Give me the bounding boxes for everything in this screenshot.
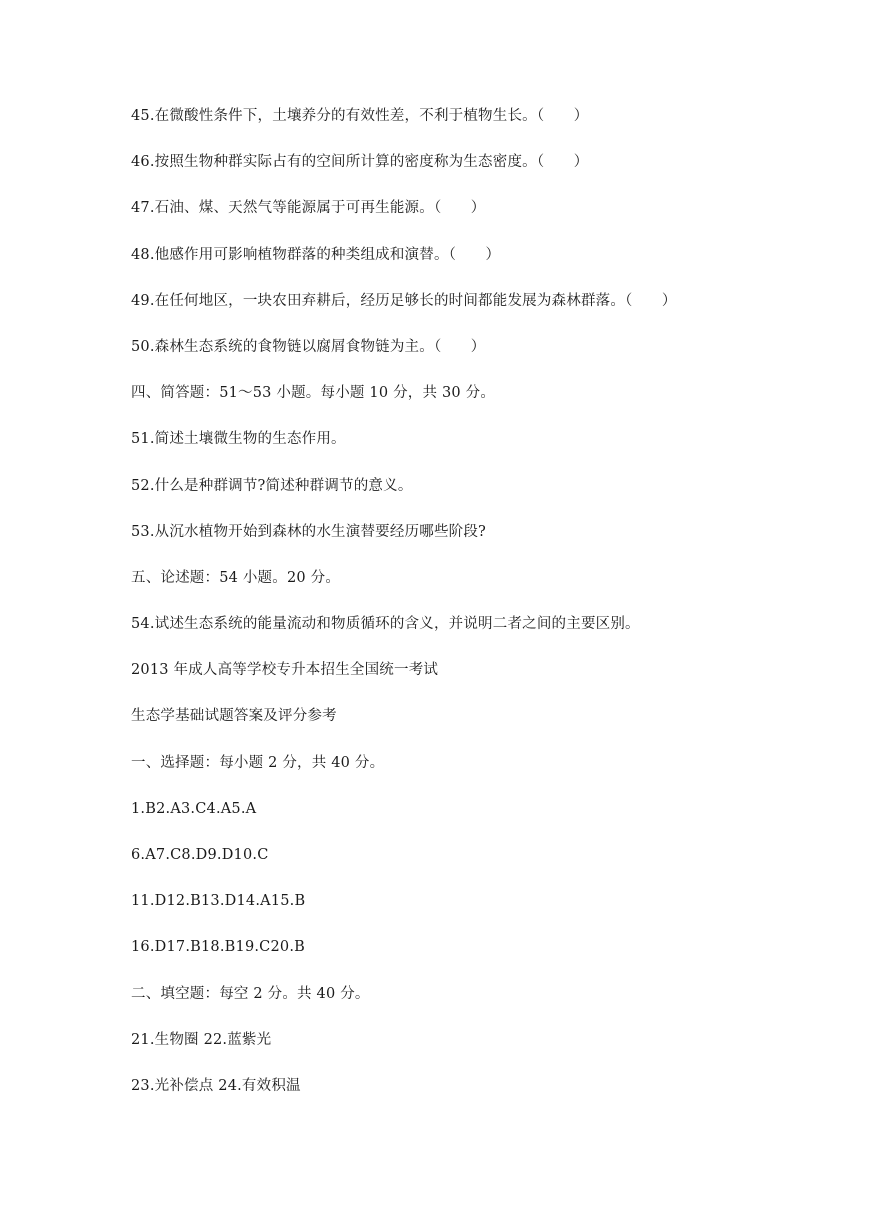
question-53: 53.从沉水植物开始到森林的水生演替要经历哪些阶段? <box>131 523 487 540</box>
section-heading-essay: 五、论述题：54 小题。20 分。 <box>131 569 341 586</box>
question-54: 54.试述生态系统的能量流动和物质循环的含义，并说明二者之间的主要区别。 <box>131 616 640 633</box>
answers-21-22: 21.生物圈 22.蓝紫光 <box>131 1031 272 1048</box>
answer-section-choice: 一、选择题：每小题 2 分，共 40 分。 <box>131 754 385 771</box>
answer-section-fill: 二、填空题：每空 2 分。共 40 分。 <box>131 985 370 1002</box>
document-body <box>131 104 831 1120</box>
question-49: 49.在任何地区，一块农田弃耕后，经历足够长的时间都能发展为森林群落。（ ） <box>131 292 677 309</box>
answer-title: 2013 年成人高等学校专升本招生全国统一考试 <box>131 662 439 679</box>
answers-23-24: 23.光补偿点 24.有效积温 <box>131 1077 301 1094</box>
question-52: 52.什么是种群调节?简述种群调节的意义。 <box>131 477 413 494</box>
answer-subtitle: 生态学基础试题答案及评分参考 <box>131 708 337 725</box>
answers-11-15: 11.D12.B13.D14.A15.B <box>131 893 306 910</box>
question-50: 50.森林生态系统的食物链以腐屑食物链为主。（ ） <box>131 338 486 355</box>
question-45: 45.在微酸性条件下，土壤养分的有效性差，不利于植物生长。（ ） <box>131 108 589 124</box>
section-heading-short-answer: 四、简答题：51～53 小题。每小题 10 分，共 30 分。 <box>131 385 496 402</box>
question-47: 47.石油、煤、天然气等能源属于可再生能源。（ ） <box>131 200 486 217</box>
answers-1-5: 1.B2.A3.C4.A5.A <box>131 800 257 817</box>
question-51: 51.简述土壤微生物的生态作用。 <box>131 431 346 448</box>
answers-6-10: 6.A7.C8.D9.D10.C <box>131 847 269 863</box>
question-48: 48.他感作用可影响植物群落的种类组成和演替。（ ） <box>131 246 501 263</box>
answers-16-20: 16.D17.B18.B19.C20.B <box>131 939 305 956</box>
question-46: 46.按照生物种群实际占有的空间所计算的密度称为生态密度。（ ） <box>131 154 589 171</box>
